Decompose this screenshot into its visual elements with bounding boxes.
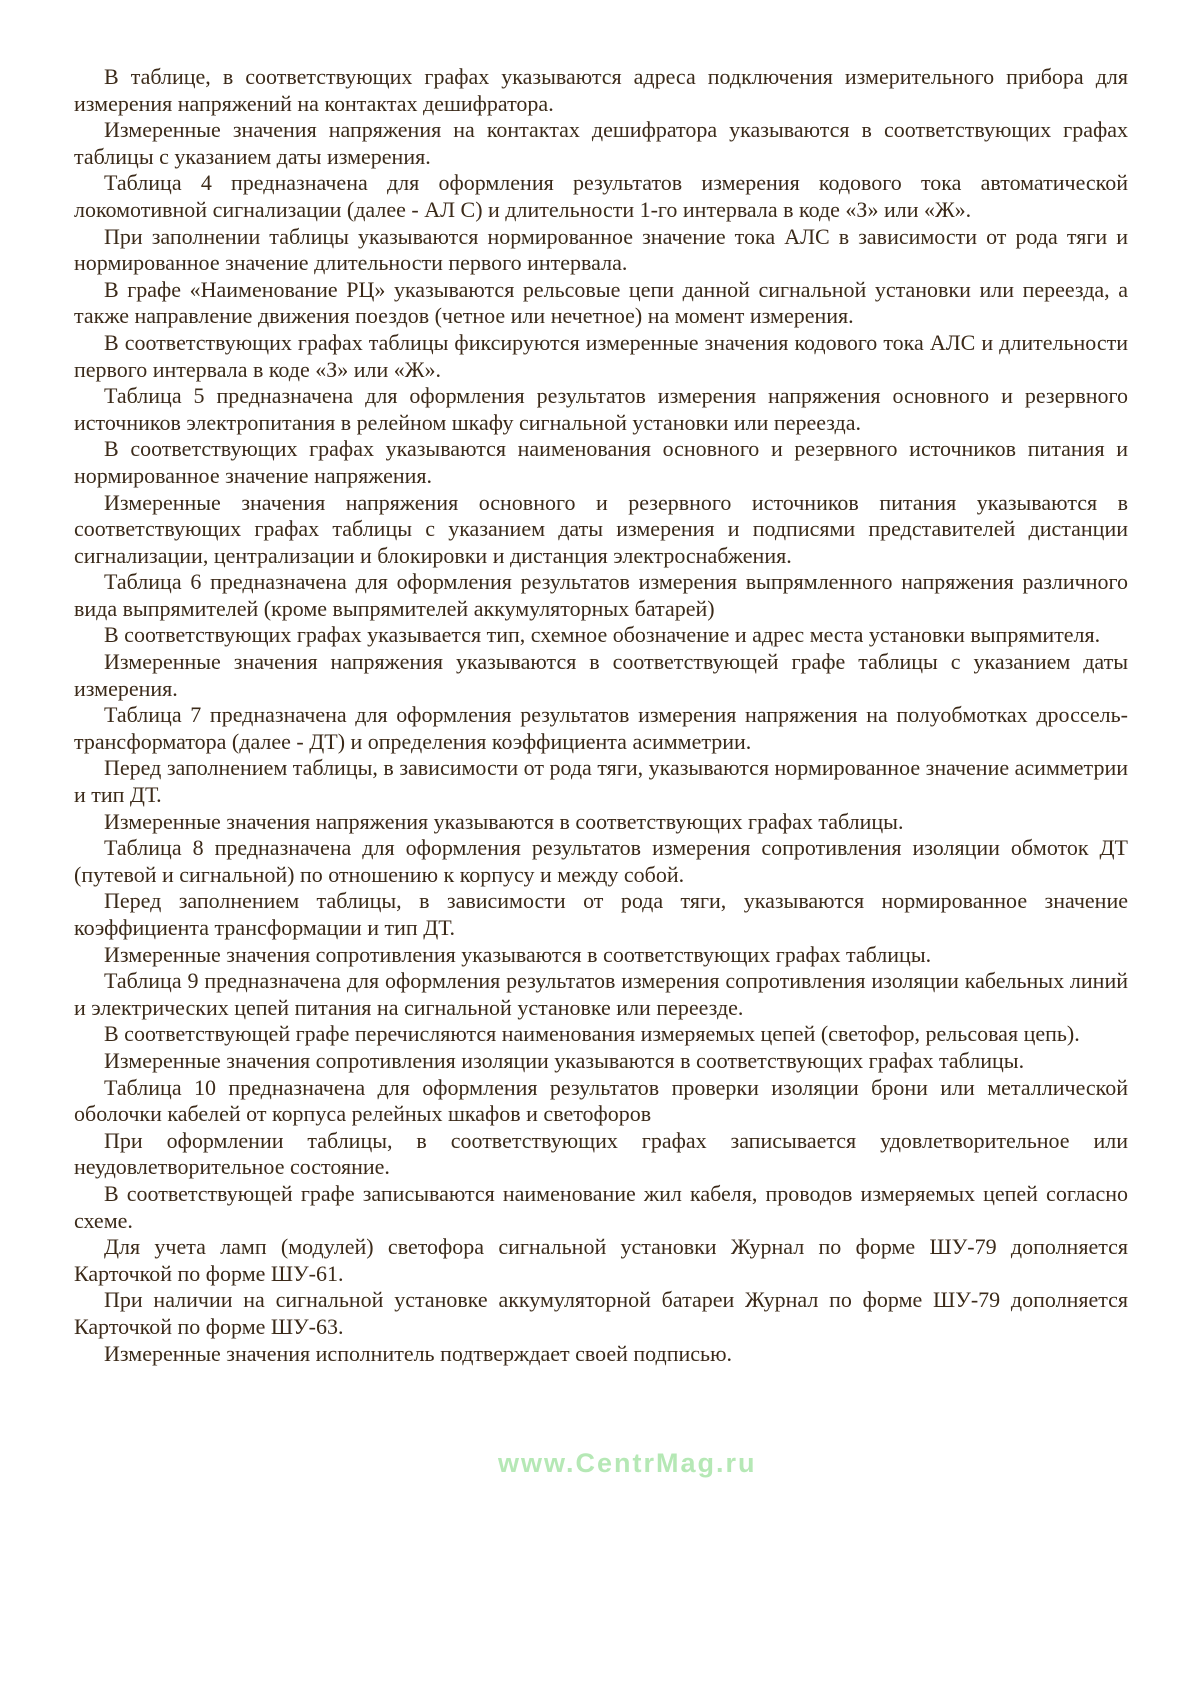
paragraph: Измеренные значения исполнитель подтверждает своей подписью. [104,1340,733,1366]
paragraph: Таблица 8 предназначена для оформления результатов измерения сопротивления изоляции обмоток ДТ (путевой и сигнальной) по отношению к корпусу и между собой. [74,835,1128,887]
paragraph: Перед заполнением таблицы, в зависимости от рода тяги, указываются нормированное значение коэффициента трансформации и тип ДТ. [74,888,1128,940]
paragraph: При заполнении таблицы указываются нормированное значение тока АЛС в зависимости от рода тяги и нормированное значение длительности первого интервала. [74,223,1128,276]
paragraph: Таблица 7 предназначена для оформления результатов измерения напряжения на полуобмотках дроссель- трансформатора (далее - ДТ) и определения коэффициента асимметрии. [74,702,1128,754]
paragraph: Таблица 10 предназначена для оформления результатов проверки изоляции брони или металлической оболочки кабелей от корпуса релейных шкафов и светофоров [74,1074,1128,1127]
paragraph: В графе «Наименование РЦ» указываются рельсовые цепи данной сигнальной установки или переезда, а также направление движения поездов (четное или нечетное) на момент измерения. [74,276,1128,329]
paragraph: Таблица 6 предназначена для оформления результатов измерения выпрямленного напряжения различного вида выпрямителей (кроме выпрямителей аккумуляторных батарей) [74,569,1128,621]
paragraph: Таблица 4 предназначена для оформления результатов измерения кодового тока автоматической локомотивной сигнализации (далее - АЛ С) и длительности 1-го интервала в коде «З» или «Ж». [74,170,1128,222]
paragraph: В таблице, в соответствующих графах указываются адреса подключения измерительного прибора для измерения напряжений на контактах дешифратора. [74,64,1128,116]
document-text [74,64,1128,1367]
paragraph: Таблица 5 предназначена для оформления результатов измерения напряжения основного и резервного источников электропитания в релейном шкафу сигнальной установки или переезда. [74,383,1128,435]
paragraph: Измеренные значения напряжения основного и резервного источников питания указываются в соответствующих графах таблицы с указанием даты измерения и подписями представителей дистанции сигнализации, централизации и блокировки и дистанция электроснабжения. [74,489,1128,568]
paragraph: Измеренные значения сопротивления изоляции указываются в соответствующих графах таблицы. [104,1047,1025,1073]
paragraph: Измеренные значения напряжения указываются в соответствующей графе таблицы с указанием даты измерения. [74,649,1128,701]
paragraph: Для учета ламп (модулей) светофора сигнальной установки Журнал по форме ШУ-79 дополняется Карточкой по форме ШУ-61. [74,1234,1128,1286]
paragraph: В соответствующей графе записываются наименование жил кабеля, проводов измеряемых цепей согласно схеме. [74,1180,1128,1233]
paragraph: При наличии на сигнальной установке аккумуляторной батареи Журнал по форме ШУ-79 дополняется Карточкой по форме ШУ-63. [74,1287,1128,1339]
paragraph: В соответствующих графах указывается тип, схемное обозначение и адрес места установки выпрямителя. [104,622,1101,648]
paragraph: Перед заполнением таблицы, в зависимости от рода тяги, указываются нормированное значение асимметрии и тип ДТ. [74,755,1128,808]
paragraph: В соответствующей графе перечисляются наименования измеряемых цепей (светофор, рельсовая цепь). [104,1021,1080,1047]
paragraph: Измеренные значения напряжения на контактах дешифратора указываются в соответствующих графах таблицы с указанием даты измерения. [74,117,1128,169]
paragraph: Таблица 9 предназначена для оформления результатов измерения сопротивления изоляции кабельных линий и электрических цепей питания на сигнальной установке или переезде. [74,968,1128,1020]
paragraph: В соответствующих графах таблицы фиксируются измеренные значения кодового тока АЛС и длительности первого интервала в коде «З» или «Ж». [74,329,1128,382]
paragraph: Измеренные значения напряжения указываются в соответствующих графах таблицы. [104,808,904,834]
paragraph: При оформлении таблицы, в соответствующих графах записывается удовлетворительное или неудовлетворительное состояние. [74,1127,1128,1180]
paragraph: Измеренные значения сопротивления указываются в соответствующих графах таблицы. [104,941,932,967]
watermark: www.CentrMag.ru [498,1448,757,1478]
paragraph: В соответствующих графах указываются наименования основного и резервного источников питания и нормированное значение напряжения. [74,436,1128,488]
